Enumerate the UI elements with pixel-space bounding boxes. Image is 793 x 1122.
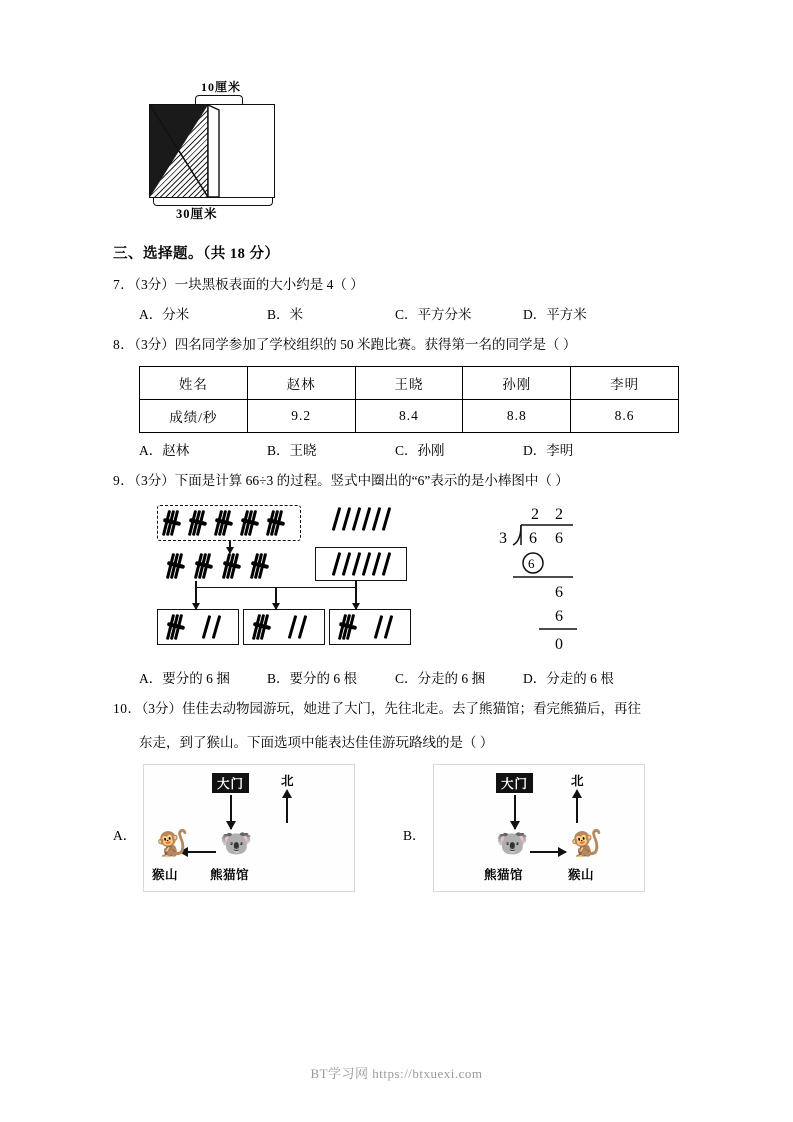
map-b-gate-sign: 大门 xyxy=(496,773,533,793)
map-a-arrow-down-icon xyxy=(230,795,232,829)
worksheet-content xyxy=(113,78,683,910)
question-8-option-a[interactable]: A．赵林 xyxy=(139,443,190,459)
table-cell-name-1: 赵林 xyxy=(247,367,355,400)
stick-bundle xyxy=(197,553,210,579)
question-8-score: （3分） xyxy=(134,336,175,352)
map-option-a[interactable] xyxy=(143,764,355,892)
stick-bundle xyxy=(269,510,282,536)
map-b-monkey-icon: 🐒 xyxy=(570,829,603,859)
question-9-score: （3分） xyxy=(134,473,175,489)
question-9-option-c[interactable]: C．分走的 6 捆 xyxy=(395,670,486,686)
svg-text:6: 6 xyxy=(555,529,563,547)
figure-sticks-and-long-division xyxy=(139,501,679,661)
stick-bundle xyxy=(341,614,354,640)
stick-bundle xyxy=(253,553,266,579)
map-b-north-arrow-icon xyxy=(576,797,578,823)
table-header-score: 成绩/秒 xyxy=(140,400,248,433)
loose-stick xyxy=(342,507,351,531)
loose-stick xyxy=(362,507,371,531)
question-7-option-a[interactable]: A．分米 xyxy=(139,306,190,322)
stick-bundle xyxy=(191,510,204,536)
question-8-option-b[interactable]: B．王晓 xyxy=(267,443,317,459)
svg-text:6: 6 xyxy=(529,529,537,547)
loose-stick xyxy=(332,507,341,531)
question-7-text: 一块黑板表面的大小约是 4（ ） xyxy=(174,277,364,292)
svg-text:3: 3 xyxy=(499,529,507,547)
table-cell-score-2: 8.4 xyxy=(355,400,463,433)
table-cell-score-4: 8.6 xyxy=(571,400,679,433)
stick-bundle xyxy=(243,510,256,536)
map-a-left-place: 猴山 xyxy=(152,868,179,883)
question-9-option-b[interactable]: B．要分的 6 根 xyxy=(267,670,358,686)
table-cell-name-3: 孙刚 xyxy=(463,367,571,400)
svg-text:0: 0 xyxy=(555,635,563,653)
connector-arrow-down xyxy=(195,581,197,609)
question-9-option-d[interactable]: D．分走的 6 根 xyxy=(523,670,614,686)
rect-fold-lines xyxy=(149,104,275,198)
map-a-panda-icon: 🐨 xyxy=(220,829,253,859)
question-7-option-b[interactable]: B．米 xyxy=(267,306,304,322)
map-a-monkey-icon: 🐒 xyxy=(156,829,189,859)
question-8-text: 四名同学参加了学校组织的 50 米跑比赛。获得第一名的同学是（ ） xyxy=(174,336,577,352)
svg-text:6: 6 xyxy=(555,583,563,601)
question-10-option-a-label[interactable]: A． xyxy=(113,828,137,844)
stick-bundle xyxy=(165,510,178,536)
question-7-options xyxy=(139,303,683,323)
rect-top-brace xyxy=(195,95,243,104)
footer-watermark: BT学习网 https://btxuexi.com xyxy=(310,1066,483,1081)
figure-zoo-route-maps xyxy=(113,764,683,904)
table-cell-name-4: 李明 xyxy=(571,367,679,400)
table-cell-name-2: 王晓 xyxy=(355,367,463,400)
stick-bundle xyxy=(169,614,182,640)
question-8 xyxy=(113,333,683,357)
svg-text:2: 2 xyxy=(555,505,563,523)
question-10 xyxy=(113,697,683,721)
question-10-option-b-label[interactable]: B． xyxy=(403,828,426,844)
question-9-text: 下面是计算 66÷3 的过程。竖式中圈出的“6”表示的是小棒图中（ ） xyxy=(174,473,569,489)
map-b-right-place: 猴山 xyxy=(568,868,595,883)
long-division-diagram xyxy=(469,501,669,661)
section-title: 三、选择题。（共 18 分） xyxy=(113,246,280,262)
question-8-option-d[interactable]: D．李明 xyxy=(523,443,574,459)
figure-folded-rectangle xyxy=(149,78,281,226)
map-a-gate-sign: 大门 xyxy=(212,773,249,793)
question-10-number: 10． xyxy=(113,700,142,716)
map-b-arrow-down-icon xyxy=(514,795,516,829)
table-header-name: 姓名 xyxy=(140,367,248,400)
map-b-north-label: 北 xyxy=(571,774,584,789)
table-row-scores xyxy=(140,400,679,433)
question-8-options xyxy=(139,439,683,459)
svg-text:6: 6 xyxy=(555,607,563,625)
question-7 xyxy=(113,273,683,297)
question-7-option-d[interactable]: D．平方米 xyxy=(523,306,587,322)
table-cell-score-3: 8.8 xyxy=(463,400,571,433)
question-7-option-c[interactable]: C．平方分米 xyxy=(395,306,472,322)
question-9-options xyxy=(139,667,683,687)
question-7-score: （3分） xyxy=(134,277,175,292)
stick-bundle xyxy=(169,553,182,579)
table-cell-score-1: 9.2 xyxy=(247,400,355,433)
connector-arrow-down xyxy=(229,541,231,553)
stick-bundle xyxy=(225,553,238,579)
question-10-text: 佳佳去动物园游玩，她进了大门，先往北走。去了熊猫馆；看完熊猫后，再往 xyxy=(182,700,641,716)
map-b-left-place: 熊猫馆 xyxy=(484,868,524,883)
svg-text:6: 6 xyxy=(528,555,535,571)
table-row-names xyxy=(140,367,679,400)
svg-text:2: 2 xyxy=(531,505,539,523)
question-8-option-c[interactable]: C．孙刚 xyxy=(395,443,445,459)
map-option-b[interactable] xyxy=(433,764,645,892)
question-9 xyxy=(113,469,683,493)
question-8-number: 8． xyxy=(113,336,135,352)
map-b-arrow-right-icon xyxy=(530,851,566,853)
loose-stick xyxy=(352,507,361,531)
map-a-north-arrow-icon xyxy=(286,797,288,823)
map-a-north-label: 北 xyxy=(281,774,294,789)
connector-arrow-down xyxy=(355,581,357,609)
rect-bottom-label: 30厘米 xyxy=(176,207,218,221)
stick-bundle xyxy=(217,510,230,536)
loose-stick xyxy=(372,507,381,531)
stick-bundle xyxy=(255,614,268,640)
question-10-score: （3分） xyxy=(141,700,182,716)
question-9-number: 9． xyxy=(113,473,135,489)
question-10-text-line2: 东走，到了猴山。下面选项中能表达佳佳游玩路线的是（ ） xyxy=(139,734,494,750)
map-b-panda-icon: 🐨 xyxy=(496,829,529,859)
rect-top-label: 10厘米 xyxy=(201,80,242,94)
map-a-right-place: 熊猫馆 xyxy=(210,868,250,883)
question-8-score-table xyxy=(139,366,679,433)
connector-arrow-down xyxy=(275,587,277,609)
loose-stick xyxy=(382,507,391,531)
question-9-option-a[interactable]: A．要分的 6 捆 xyxy=(139,670,230,686)
question-7-number: 7． xyxy=(113,277,135,292)
